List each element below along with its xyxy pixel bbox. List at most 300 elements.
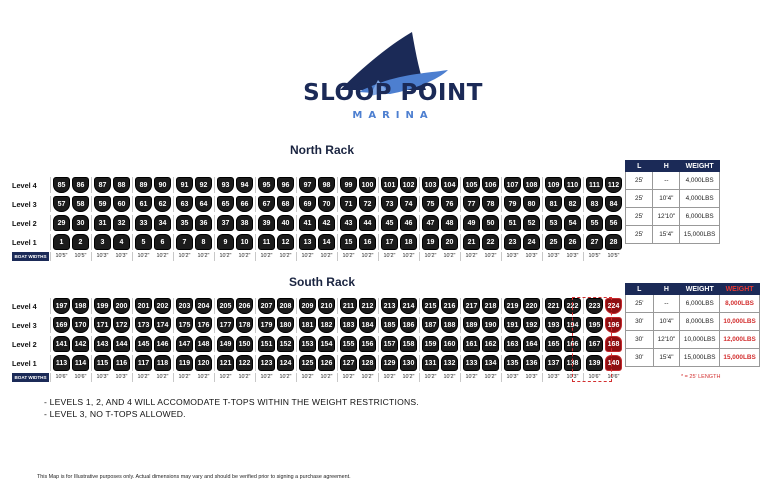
boat-slot[interactable]: 188 xyxy=(441,317,458,333)
boat-slot[interactable]: 123 xyxy=(258,355,275,371)
boat-slot[interactable]: 112 xyxy=(605,177,622,193)
spec-cell: -- xyxy=(653,295,680,313)
boat-width-value: 10'2" xyxy=(465,253,478,259)
level-label: Level 1 xyxy=(12,238,37,247)
boat-slot[interactable]: 63 xyxy=(176,196,193,212)
boat-width-value: 10'2" xyxy=(137,374,150,380)
boat-width-value: 10'3" xyxy=(506,374,519,380)
boat-slot[interactable]: 166 xyxy=(564,336,581,352)
boat-width-value: 10'2" xyxy=(320,253,333,259)
boat-slot[interactable]: 179 xyxy=(258,317,275,333)
boat-slot[interactable]: 196 xyxy=(605,317,622,333)
spec-cell: 10,000LBS xyxy=(680,331,720,349)
boat-slot[interactable]: 83 xyxy=(586,196,603,212)
boat-width-value: 10'6" xyxy=(55,374,68,380)
boat-slot[interactable]: 206 xyxy=(236,298,253,314)
boat-slot[interactable]: 75 xyxy=(422,196,439,212)
boat-slot[interactable]: 87 xyxy=(94,177,111,193)
boat-slot[interactable]: 202 xyxy=(154,298,171,314)
boat-slot[interactable]: 183 xyxy=(340,317,357,333)
boat-slot[interactable]: 97 xyxy=(299,177,316,193)
boat-slot[interactable]: 133 xyxy=(463,355,480,371)
boat-slot[interactable]: 109 xyxy=(545,177,562,193)
boat-slot[interactable]: 201 xyxy=(135,298,152,314)
boat-slot[interactable]: 162 xyxy=(482,336,499,352)
boat-slot[interactable]: 190 xyxy=(482,317,499,333)
boat-slot[interactable]: 154 xyxy=(318,336,335,352)
level-label: Level 2 xyxy=(12,219,37,228)
boat-slot[interactable]: 152 xyxy=(277,336,294,352)
note-t-tops: - LEVELS 1, 2, AND 4 WILL ACCOMODATE T-TOPS WITHIN THE WEIGHT RESTRICTIONS. xyxy=(44,397,419,407)
boat-slot[interactable]: 207 xyxy=(258,298,275,314)
boat-slot[interactable]: 140 xyxy=(605,355,622,371)
boat-slot[interactable]: 53 xyxy=(545,215,562,231)
disclaimer: This Map is for Illustrative purposes only. Actual dimensions may vary and should be verified prior to signing a purchase agreement. xyxy=(37,474,351,480)
boat-width-value: 10'2" xyxy=(238,374,251,380)
boat-slot[interactable]: 96 xyxy=(277,177,294,193)
boat-slot[interactable]: 13 xyxy=(299,234,316,250)
boat-slot[interactable]: 177 xyxy=(217,317,234,333)
boat-slot[interactable]: 49 xyxy=(463,215,480,231)
boat-slot[interactable]: 23 xyxy=(504,234,521,250)
boat-slot[interactable]: 69 xyxy=(299,196,316,212)
boat-slot[interactable]: 156 xyxy=(359,336,376,352)
boat-width-value: 10'3" xyxy=(566,253,579,259)
boat-slot[interactable]: 64 xyxy=(195,196,212,212)
spec-row xyxy=(626,295,760,313)
boat-width-value: 10'2" xyxy=(301,253,314,259)
boat-slot[interactable]: 78 xyxy=(482,196,499,212)
boat-slot[interactable]: 8 xyxy=(195,234,212,250)
spec-cell: -- xyxy=(653,172,680,190)
spec-cell: 15,000LBS xyxy=(720,349,760,367)
boat-slot[interactable]: 68 xyxy=(277,196,294,212)
boat-slot[interactable]: 161 xyxy=(463,336,480,352)
boat-slot[interactable]: 132 xyxy=(441,355,458,371)
boat-slot[interactable]: 217 xyxy=(463,298,480,314)
boat-slot[interactable]: 220 xyxy=(523,298,540,314)
boat-slot[interactable]: 33 xyxy=(135,215,152,231)
boat-slot[interactable]: 187 xyxy=(422,317,439,333)
boat-slot[interactable]: 135 xyxy=(504,355,521,371)
boat-width-value: 10'3" xyxy=(547,374,560,380)
boat-slot[interactable]: 74 xyxy=(400,196,417,212)
boat-width-value: 10'2" xyxy=(238,253,251,259)
boat-slot[interactable]: 31 xyxy=(94,215,111,231)
level-label: Level 1 xyxy=(12,359,37,368)
boat-slot[interactable]: 105 xyxy=(463,177,480,193)
boat-slot[interactable]: 65 xyxy=(217,196,234,212)
boat-slot[interactable]: 81 xyxy=(545,196,562,212)
spec-cell: 25' xyxy=(626,226,653,244)
boat-slot[interactable]: 167 xyxy=(586,336,603,352)
spec-row xyxy=(626,349,760,367)
boat-slot[interactable]: 174 xyxy=(154,317,171,333)
boat-slot[interactable]: 195 xyxy=(586,317,603,333)
boat-slot[interactable]: 205 xyxy=(217,298,234,314)
boat-slot[interactable]: 153 xyxy=(299,336,316,352)
boat-slot[interactable]: 212 xyxy=(359,298,376,314)
spec-row xyxy=(626,226,720,244)
boat-slot[interactable]: 72 xyxy=(359,196,376,212)
boat-slot[interactable]: 185 xyxy=(381,317,398,333)
boat-slot[interactable]: 125 xyxy=(299,355,316,371)
boat-slot[interactable]: 170 xyxy=(72,317,89,333)
boat-slot[interactable]: 52 xyxy=(523,215,540,231)
boat-width-value: 10'2" xyxy=(279,374,292,380)
boat-slot[interactable]: 86 xyxy=(72,177,89,193)
boat-width-value: 10'2" xyxy=(402,253,415,259)
header-height: H xyxy=(653,161,680,172)
boat-slot[interactable]: 192 xyxy=(523,317,540,333)
spec-row xyxy=(626,313,760,331)
boat-width-value: 10'2" xyxy=(443,253,456,259)
spec-cell: 10'4" xyxy=(653,313,680,331)
boat-slot[interactable]: 84 xyxy=(605,196,622,212)
boat-slot[interactable]: 191 xyxy=(504,317,521,333)
boat-slot[interactable]: 121 xyxy=(217,355,234,371)
spec-cell: 25' xyxy=(626,190,653,208)
boat-slot[interactable]: 11 xyxy=(258,234,275,250)
boat-width-value: 10'2" xyxy=(219,374,232,380)
boat-slot[interactable]: 28 xyxy=(605,234,622,250)
boat-slot[interactable]: 193 xyxy=(545,317,562,333)
boat-width-value: 10'2" xyxy=(342,374,355,380)
boat-slot[interactable]: 113 xyxy=(53,355,70,371)
boat-slot[interactable]: 186 xyxy=(400,317,417,333)
boat-slot[interactable]: 199 xyxy=(94,298,111,314)
boat-width-value: 10'2" xyxy=(361,253,374,259)
boat-width-value: 10'5" xyxy=(55,253,68,259)
boat-slot[interactable]: 25 xyxy=(545,234,562,250)
boat-slot[interactable]: 34 xyxy=(154,215,171,231)
level-label: Level 3 xyxy=(12,200,37,209)
boat-slot[interactable]: 1 xyxy=(53,234,70,250)
boat-slot[interactable]: 149 xyxy=(217,336,234,352)
boat-slot[interactable]: 55 xyxy=(586,215,603,231)
boat-slot[interactable]: 98 xyxy=(318,177,335,193)
boat-slot[interactable]: 168 xyxy=(605,336,622,352)
spec-cell: 10'4" xyxy=(653,190,680,208)
boat-slot[interactable]: 165 xyxy=(545,336,562,352)
boat-slot[interactable]: 184 xyxy=(359,317,376,333)
boat-width-value: 10'3" xyxy=(506,253,519,259)
boat-slot[interactable]: 19 xyxy=(422,234,439,250)
boat-slot[interactable]: 2 xyxy=(72,234,89,250)
boat-slot[interactable]: 60 xyxy=(113,196,130,212)
boat-width-value: 10'2" xyxy=(260,374,273,380)
boat-slot[interactable]: 182 xyxy=(318,317,335,333)
boat-slot[interactable]: 215 xyxy=(422,298,439,314)
boat-slot[interactable]: 57 xyxy=(53,196,70,212)
boat-slot[interactable]: 77 xyxy=(463,196,480,212)
boat-slot[interactable]: 103 xyxy=(422,177,439,193)
boat-slot[interactable]: 138 xyxy=(564,355,581,371)
boat-slot[interactable]: 17 xyxy=(381,234,398,250)
boat-slot[interactable]: 118 xyxy=(154,355,171,371)
boat-slot[interactable]: 102 xyxy=(400,177,417,193)
boat-slot[interactable]: 137 xyxy=(545,355,562,371)
boat-slot[interactable]: 150 xyxy=(236,336,253,352)
boat-slot[interactable]: 99 xyxy=(340,177,357,193)
boat-width-value: 10'2" xyxy=(424,374,437,380)
boat-slot[interactable]: 73 xyxy=(381,196,398,212)
boat-slot[interactable]: 22 xyxy=(482,234,499,250)
south-spec-table xyxy=(625,283,760,367)
boat-slot[interactable]: 18 xyxy=(400,234,417,250)
boat-slot[interactable]: 114 xyxy=(72,355,89,371)
boat-slot[interactable]: 159 xyxy=(422,336,439,352)
boat-slot[interactable]: 15 xyxy=(340,234,357,250)
boat-width-value: 10'2" xyxy=(197,374,210,380)
boat-slot[interactable]: 134 xyxy=(482,355,499,371)
boat-slot[interactable]: 35 xyxy=(176,215,193,231)
boat-width-value: 10'2" xyxy=(320,374,333,380)
boat-slot[interactable]: 91 xyxy=(176,177,193,193)
boat-slot[interactable]: 164 xyxy=(523,336,540,352)
boat-slot[interactable]: 111 xyxy=(586,177,603,193)
boat-slot[interactable]: 172 xyxy=(113,317,130,333)
boat-width-value: 10'3" xyxy=(115,374,128,380)
boat-slot[interactable]: 200 xyxy=(113,298,130,314)
boat-slot[interactable]: 90 xyxy=(154,177,171,193)
boat-slot[interactable]: 145 xyxy=(135,336,152,352)
boat-slot[interactable]: 12 xyxy=(277,234,294,250)
header-length: L xyxy=(626,284,654,295)
boat-width-value: 10'3" xyxy=(525,253,538,259)
boat-slot[interactable]: 51 xyxy=(504,215,521,231)
boat-slot[interactable]: 107 xyxy=(504,177,521,193)
boat-slot[interactable]: 108 xyxy=(523,177,540,193)
boat-slot[interactable]: 148 xyxy=(195,336,212,352)
boat-slot[interactable]: 10 xyxy=(236,234,253,250)
boat-width-value: 10'2" xyxy=(178,374,191,380)
boat-widths-label: BOAT WIDTHS xyxy=(12,252,49,261)
boat-slot[interactable]: 214 xyxy=(400,298,417,314)
boat-slot[interactable]: 5 xyxy=(135,234,152,250)
boat-width-value: 10'6" xyxy=(74,374,87,380)
boat-slot[interactable]: 216 xyxy=(441,298,458,314)
boat-slot[interactable]: 66 xyxy=(236,196,253,212)
boat-slot[interactable]: 142 xyxy=(72,336,89,352)
spec-row xyxy=(626,208,720,226)
boat-slot[interactable]: 180 xyxy=(277,317,294,333)
spec-cell: 8,000LBS xyxy=(680,313,720,331)
boat-slot[interactable]: 67 xyxy=(258,196,275,212)
boat-width-value: 10'2" xyxy=(156,253,169,259)
header-weight: WEIGHT xyxy=(680,161,720,172)
boat-width-value: 10'2" xyxy=(484,253,497,259)
boat-slot[interactable]: 24 xyxy=(523,234,540,250)
boat-slot[interactable]: 189 xyxy=(463,317,480,333)
boat-slot[interactable]: 29 xyxy=(53,215,70,231)
boat-slot[interactable]: 44 xyxy=(359,215,376,231)
boat-slot[interactable]: 197 xyxy=(53,298,70,314)
boat-slot[interactable]: 32 xyxy=(113,215,130,231)
boat-slot[interactable]: 151 xyxy=(258,336,275,352)
boat-slot[interactable]: 16 xyxy=(359,234,376,250)
boat-slot[interactable]: 20 xyxy=(441,234,458,250)
boat-slot[interactable]: 163 xyxy=(504,336,521,352)
boat-slot[interactable]: 106 xyxy=(482,177,499,193)
boat-slot[interactable]: 131 xyxy=(422,355,439,371)
spec-row xyxy=(626,172,720,190)
boat-slot[interactable]: 222 xyxy=(564,298,581,314)
boat-slot[interactable]: 176 xyxy=(195,317,212,333)
boat-slot[interactable]: 129 xyxy=(381,355,398,371)
boat-slot[interactable]: 169 xyxy=(53,317,70,333)
note-level-3: - LEVEL 3, NO T-TOPS ALLOWED. xyxy=(44,409,186,419)
boat-slot[interactable]: 178 xyxy=(236,317,253,333)
boat-slot[interactable]: 126 xyxy=(318,355,335,371)
boat-slot[interactable]: 79 xyxy=(504,196,521,212)
north-spec-table xyxy=(625,160,720,244)
boat-slot[interactable]: 48 xyxy=(441,215,458,231)
boat-slot[interactable]: 213 xyxy=(381,298,398,314)
boat-slot[interactable]: 93 xyxy=(217,177,234,193)
boat-slot[interactable]: 175 xyxy=(176,317,193,333)
boat-slot[interactable]: 204 xyxy=(195,298,212,314)
boat-slot[interactable]: 139 xyxy=(586,355,603,371)
boat-slot[interactable]: 198 xyxy=(72,298,89,314)
boat-slot[interactable]: 40 xyxy=(277,215,294,231)
boat-slot[interactable]: 122 xyxy=(236,355,253,371)
boat-slot[interactable]: 110 xyxy=(564,177,581,193)
boat-slot[interactable]: 120 xyxy=(195,355,212,371)
boat-slot[interactable]: 157 xyxy=(381,336,398,352)
boat-width-value: 10'5" xyxy=(607,253,620,259)
boat-slot[interactable]: 144 xyxy=(113,336,130,352)
spec-row xyxy=(626,331,760,349)
boat-slot[interactable]: 181 xyxy=(299,317,316,333)
boat-slot[interactable]: 30 xyxy=(72,215,89,231)
boat-slot[interactable]: 71 xyxy=(340,196,357,212)
boat-slot[interactable]: 88 xyxy=(113,177,130,193)
boat-slot[interactable]: 116 xyxy=(113,355,130,371)
boat-slot[interactable]: 39 xyxy=(258,215,275,231)
boat-slot[interactable]: 158 xyxy=(400,336,417,352)
boat-slot[interactable]: 27 xyxy=(586,234,603,250)
boat-slot[interactable]: 130 xyxy=(400,355,417,371)
boat-slot[interactable]: 147 xyxy=(176,336,193,352)
boat-slot[interactable]: 76 xyxy=(441,196,458,212)
boat-slot[interactable]: 45 xyxy=(381,215,398,231)
boat-slot[interactable]: 14 xyxy=(318,234,335,250)
boat-slot[interactable]: 119 xyxy=(176,355,193,371)
boat-slot[interactable]: 54 xyxy=(564,215,581,231)
boat-slot[interactable]: 136 xyxy=(523,355,540,371)
boat-slot[interactable]: 128 xyxy=(359,355,376,371)
boat-slot[interactable]: 43 xyxy=(340,215,357,231)
boat-slot[interactable]: 3 xyxy=(94,234,111,250)
boat-width-value: 10'3" xyxy=(115,253,128,259)
spec-cell: 4,000LBS xyxy=(680,172,720,190)
boat-slot[interactable]: 58 xyxy=(72,196,89,212)
boat-slot[interactable]: 127 xyxy=(340,355,357,371)
boat-slot[interactable]: 61 xyxy=(135,196,152,212)
boat-width-value: 10'2" xyxy=(443,374,456,380)
boat-slot[interactable]: 160 xyxy=(441,336,458,352)
boat-width-value: 10'2" xyxy=(424,253,437,259)
boat-slot[interactable]: 100 xyxy=(359,177,376,193)
boat-slot[interactable]: 80 xyxy=(523,196,540,212)
boat-slot[interactable]: 155 xyxy=(340,336,357,352)
boat-slot[interactable]: 7 xyxy=(176,234,193,250)
boat-slot[interactable]: 146 xyxy=(154,336,171,352)
boat-slot[interactable]: 194 xyxy=(564,317,581,333)
spec-cell: 30' xyxy=(626,331,654,349)
boat-slot[interactable]: 38 xyxy=(236,215,253,231)
boat-width-value: 10'3" xyxy=(566,374,579,380)
boat-slot[interactable]: 42 xyxy=(318,215,335,231)
boat-slot[interactable]: 85 xyxy=(53,177,70,193)
boat-slot[interactable]: 92 xyxy=(195,177,212,193)
boat-slot[interactable]: 41 xyxy=(299,215,316,231)
boat-slot[interactable]: 82 xyxy=(564,196,581,212)
boat-slot[interactable]: 9 xyxy=(217,234,234,250)
boat-slot[interactable]: 26 xyxy=(564,234,581,250)
boat-width-value: 10'5" xyxy=(74,253,87,259)
boat-slot[interactable]: 89 xyxy=(135,177,152,193)
boat-width-value: 10'2" xyxy=(383,253,396,259)
boat-slot[interactable]: 6 xyxy=(154,234,171,250)
spec-cell: 4,000LBS xyxy=(680,190,720,208)
boat-slot[interactable]: 211 xyxy=(340,298,357,314)
boat-slot[interactable]: 221 xyxy=(545,298,562,314)
boat-slot[interactable]: 218 xyxy=(482,298,499,314)
boat-slot[interactable]: 209 xyxy=(299,298,316,314)
boat-slot[interactable]: 224 xyxy=(605,298,622,314)
boat-slot[interactable]: 115 xyxy=(94,355,111,371)
boat-width-value: 10'2" xyxy=(301,374,314,380)
boat-slot[interactable]: 70 xyxy=(318,196,335,212)
boat-slot[interactable]: 143 xyxy=(94,336,111,352)
boat-slot[interactable]: 46 xyxy=(400,215,417,231)
boat-slot[interactable]: 36 xyxy=(195,215,212,231)
boat-slot[interactable]: 208 xyxy=(277,298,294,314)
boat-slot[interactable]: 219 xyxy=(504,298,521,314)
boat-slot[interactable]: 141 xyxy=(53,336,70,352)
spec-cell: 30' xyxy=(626,313,654,331)
boat-width-value: 10'2" xyxy=(465,374,478,380)
boat-width-value: 10'3" xyxy=(96,374,109,380)
boat-slot[interactable]: 101 xyxy=(381,177,398,193)
boat-slot[interactable]: 117 xyxy=(135,355,152,371)
boat-slot[interactable]: 4 xyxy=(113,234,130,250)
boat-slot[interactable]: 62 xyxy=(154,196,171,212)
boat-slot[interactable]: 56 xyxy=(605,215,622,231)
level-label: Level 3 xyxy=(12,321,37,330)
boat-slot[interactable]: 203 xyxy=(176,298,193,314)
boat-width-value: 10'3" xyxy=(525,374,538,380)
boat-slot[interactable]: 95 xyxy=(258,177,275,193)
boat-slot[interactable]: 223 xyxy=(586,298,603,314)
boat-slot[interactable]: 173 xyxy=(135,317,152,333)
boat-slot[interactable]: 50 xyxy=(482,215,499,231)
boat-width-value: 10'2" xyxy=(137,253,150,259)
spec-cell: 25' xyxy=(626,172,653,190)
boat-slot[interactable]: 104 xyxy=(441,177,458,193)
boat-slot[interactable]: 171 xyxy=(94,317,111,333)
boat-slot[interactable]: 37 xyxy=(217,215,234,231)
boat-width-value: 10'2" xyxy=(260,253,273,259)
boat-slot[interactable]: 21 xyxy=(463,234,480,250)
boat-slot[interactable]: 47 xyxy=(422,215,439,231)
boat-slot[interactable]: 59 xyxy=(94,196,111,212)
boat-slot[interactable]: 210 xyxy=(318,298,335,314)
boat-slot[interactable]: 94 xyxy=(236,177,253,193)
boat-slot[interactable]: 124 xyxy=(277,355,294,371)
